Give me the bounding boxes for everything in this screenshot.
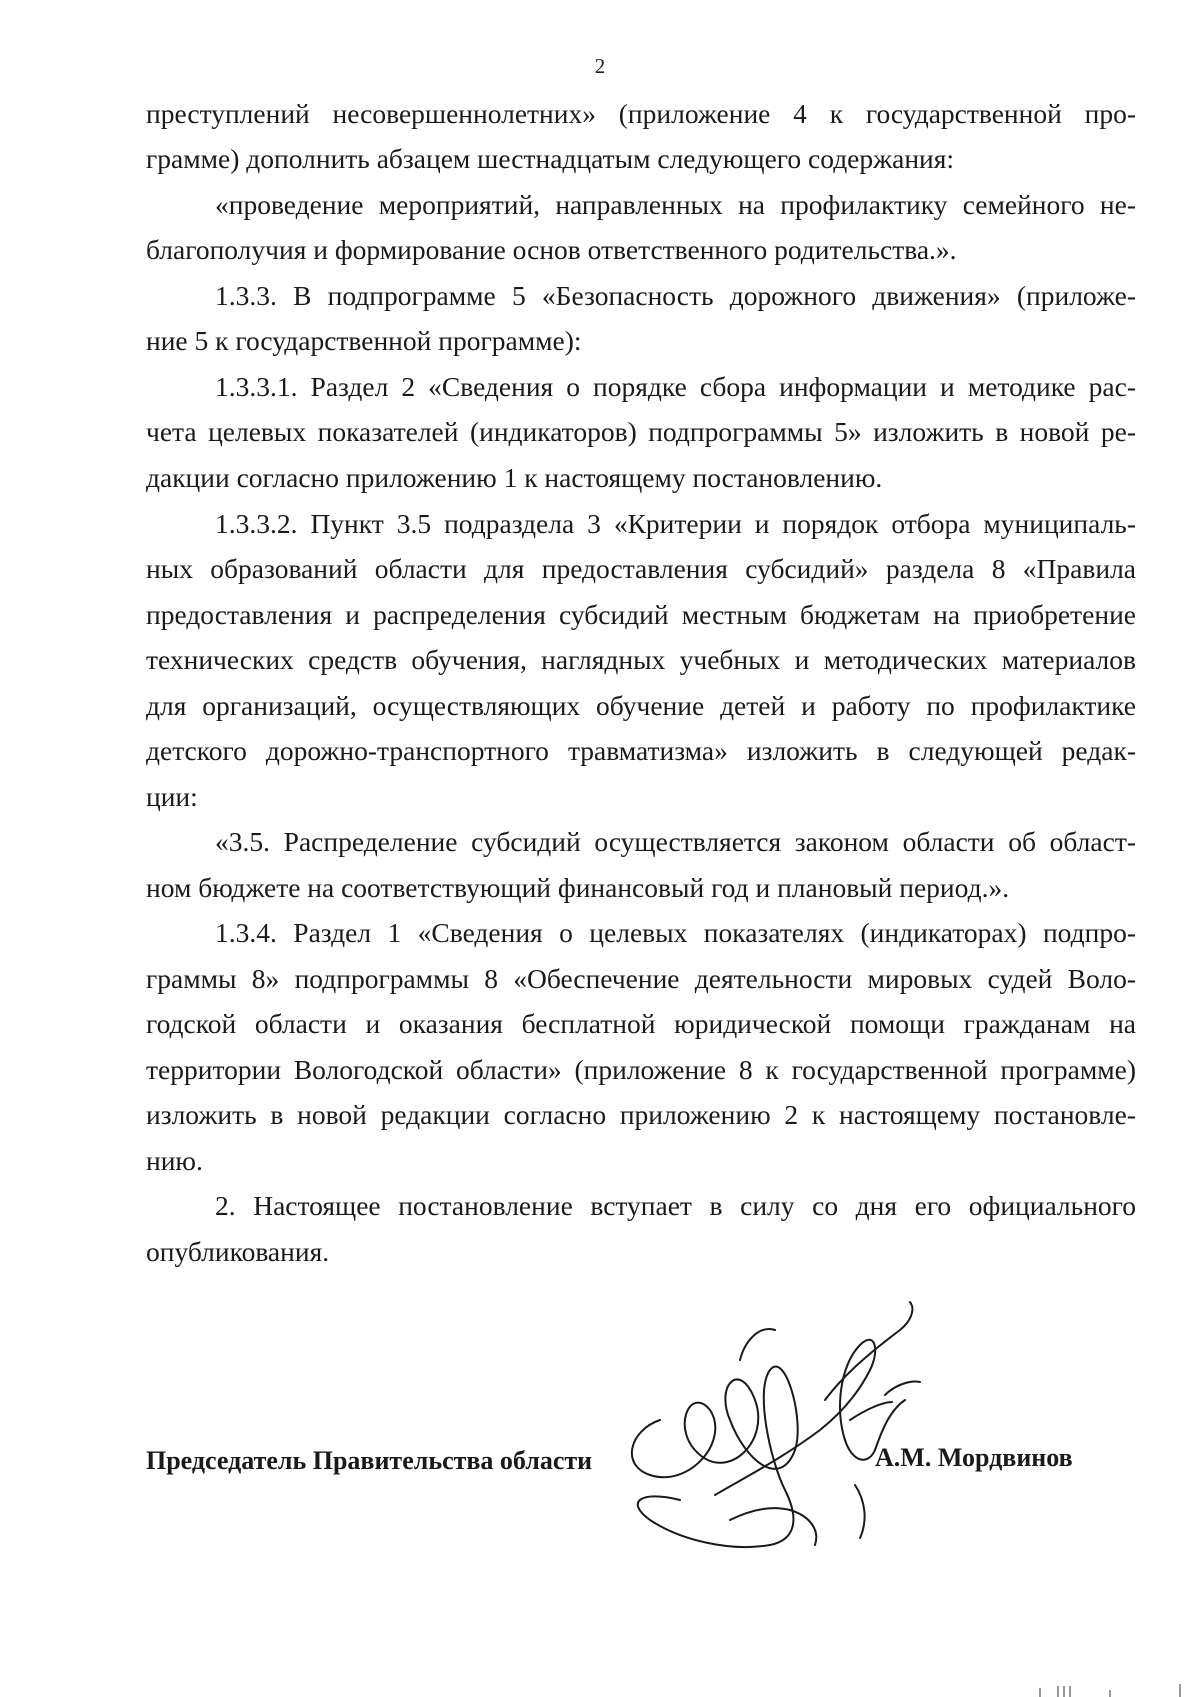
text-line: 2. Настоящее постановление вступает в силу со дня его официального [215, 1190, 1136, 1221]
text-line: территории Вологодской области» (приложение 8 к государственной программе) [146, 1054, 1136, 1085]
page-number: 2 [594, 54, 606, 78]
signatory-title: Председатель Правительства области [146, 1446, 593, 1475]
text-line: 1.3.4. Раздел 1 «Сведения о целевых показателях (индикаторах) подпро- [215, 917, 1136, 948]
text-line: чета целевых показателей (индикаторов) подпрограммы 5» изложить в новой ре- [146, 416, 1136, 447]
text-line: предоставления и распределения субсидий местным бюджетам на приобретение [146, 599, 1136, 630]
text-line: технических средств обучения, наглядных учебных и методических материалов [146, 644, 1136, 675]
text-line: ном бюджете на соответствующий финансовый год и плановый период.». [146, 872, 1010, 903]
text-line: грамме) дополнить абзацем шестнадцатым следующего содержания: [146, 143, 955, 174]
text-line: 1.3.3.2. Пункт 3.5 подраздела 3 «Критерии и порядок отбора муниципаль- [215, 508, 1136, 539]
text-line: «3.5. Распределение субсидий осуществляется законом области об област- [215, 826, 1136, 857]
text-line: нию. [146, 1145, 203, 1176]
signatory-name: А.М. Мордвинов [875, 1443, 1073, 1472]
text-line: дакции согласно приложению 1 к настоящему постановлению. [146, 462, 883, 493]
text-line: ние 5 к государственной программе): [146, 325, 582, 356]
text-line: изложить в новой редакции согласно приложению 2 к настоящему постановле- [146, 1099, 1136, 1130]
text-line: преступлений несовершеннолетних» (приложение 4 к государственной про- [146, 98, 1136, 129]
handwritten-signature [620, 1290, 930, 1570]
text-line: благополучия и формирование основ ответственного родительства.». [146, 234, 957, 265]
text-line: «проведение мероприятий, направленных на профилактику семейного не- [215, 189, 1136, 220]
text-line: ции: [146, 781, 198, 812]
text-line: детского дорожно-транспортного травматизма» изложить в следующей редак- [146, 735, 1136, 766]
text-line: 1.3.3.1. Раздел 2 «Сведения о порядке сбора информации и методике рас- [215, 371, 1136, 402]
text-line: для организаций, осуществляющих обучение детей и работу по профилактике [146, 690, 1136, 721]
text-line: граммы 8» подпрограммы 8 «Обеспечение деятельности мировых судей Воло- [146, 963, 1136, 994]
scan-edge-marks [1020, 1680, 1200, 1697]
text-line: 1.3.3. В подпрограмме 5 «Безопасность дорожного движения» (приложе- [215, 280, 1136, 311]
text-line: ных образований области для предоставления субсидий» раздела 8 «Правила [146, 553, 1136, 584]
text-line: годской области и оказания бесплатной юридической помощи гражданам на [146, 1008, 1136, 1039]
text-line: опубликования. [146, 1236, 330, 1267]
